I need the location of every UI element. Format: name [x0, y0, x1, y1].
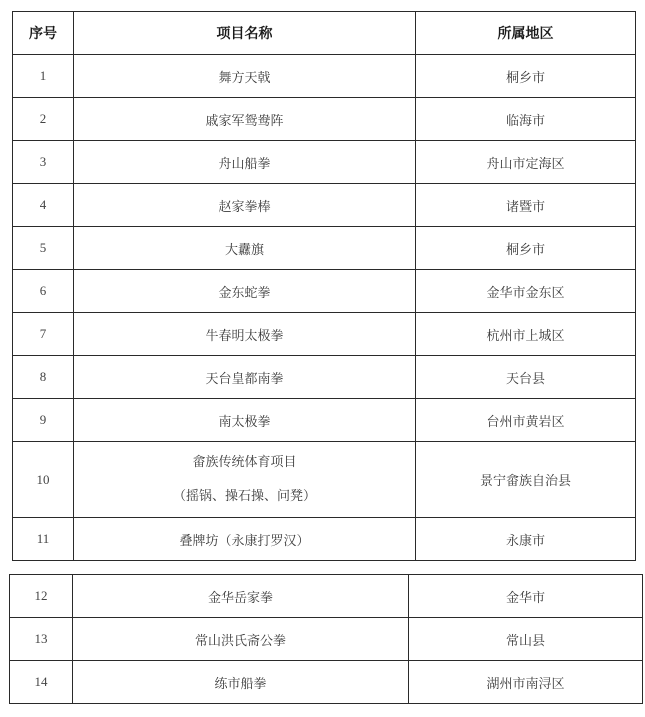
cell-index: 1 — [13, 55, 74, 98]
project-table-part-1 — [12, 11, 636, 561]
table-row — [13, 399, 636, 442]
table-row — [10, 661, 643, 704]
table-row — [13, 356, 636, 399]
cell-project-name: 赵家拳棒 — [74, 184, 416, 227]
table-row — [13, 313, 636, 356]
cell-index: 13 — [10, 618, 73, 661]
cell-region: 诸暨市 — [416, 184, 636, 227]
cell-project-name: 金华岳家拳 — [73, 575, 409, 618]
table-row — [13, 55, 636, 98]
cell-region: 杭州市上城区 — [416, 313, 636, 356]
table-row — [10, 575, 643, 618]
cell-project-name: 金东蛇拳 — [74, 270, 416, 313]
cell-index: 10 — [13, 442, 74, 518]
cell-project-name — [74, 442, 416, 518]
cell-index: 11 — [13, 518, 74, 561]
table-row — [13, 141, 636, 184]
cell-index: 2 — [13, 98, 74, 141]
table-header-row — [13, 12, 636, 55]
cell-index: 7 — [13, 313, 74, 356]
cell-region: 天台县 — [416, 356, 636, 399]
cell-project-name: 舟山船拳 — [74, 141, 416, 184]
cell-index: 4 — [13, 184, 74, 227]
project-name-line-2: （摇锅、操石操、问凳） — [172, 488, 316, 504]
project-name-line-1: 畲族传统体育项目 — [192, 454, 297, 470]
cell-region: 金华市 — [409, 575, 643, 618]
cell-region: 舟山市定海区 — [416, 141, 636, 184]
header-index: 序号 — [13, 12, 74, 55]
cell-project-name: 天台皇都南拳 — [74, 356, 416, 399]
cell-region: 台州市黄岩区 — [416, 399, 636, 442]
cell-index: 6 — [13, 270, 74, 313]
cell-project-name: 练市船拳 — [73, 661, 409, 704]
cell-region: 桐乡市 — [416, 227, 636, 270]
cell-region: 景宁畲族自治县 — [416, 442, 636, 518]
cell-project-name: 舞方天戟 — [74, 55, 416, 98]
cell-index: 14 — [10, 661, 73, 704]
table-row — [13, 98, 636, 141]
cell-region: 湖州市南浔区 — [409, 661, 643, 704]
cell-index: 5 — [13, 227, 74, 270]
table-row — [13, 270, 636, 313]
cell-index: 9 — [13, 399, 74, 442]
cell-index: 3 — [13, 141, 74, 184]
table-row — [13, 227, 636, 270]
header-region: 所属地区 — [416, 12, 636, 55]
table-row — [13, 442, 636, 518]
cell-region: 临海市 — [416, 98, 636, 141]
cell-project-name: 南太极拳 — [74, 399, 416, 442]
cell-project-name: 牛春明太极拳 — [74, 313, 416, 356]
cell-project-name: 大纛旗 — [74, 227, 416, 270]
cell-project-name: 戚家军鸳鸯阵 — [74, 98, 416, 141]
project-table-part-2 — [9, 574, 643, 704]
cell-project-name: 常山洪氏斋公拳 — [73, 618, 409, 661]
table-row — [13, 518, 636, 561]
cell-region: 桐乡市 — [416, 55, 636, 98]
cell-project-name: 叠牌坊（永康打罗汉） — [74, 518, 416, 561]
table-row — [10, 618, 643, 661]
table-row — [13, 184, 636, 227]
cell-region: 金华市金东区 — [416, 270, 636, 313]
cell-region: 常山县 — [409, 618, 643, 661]
cell-index: 8 — [13, 356, 74, 399]
header-project-name: 项目名称 — [74, 12, 416, 55]
cell-region: 永康市 — [416, 518, 636, 561]
cell-index: 12 — [10, 575, 73, 618]
